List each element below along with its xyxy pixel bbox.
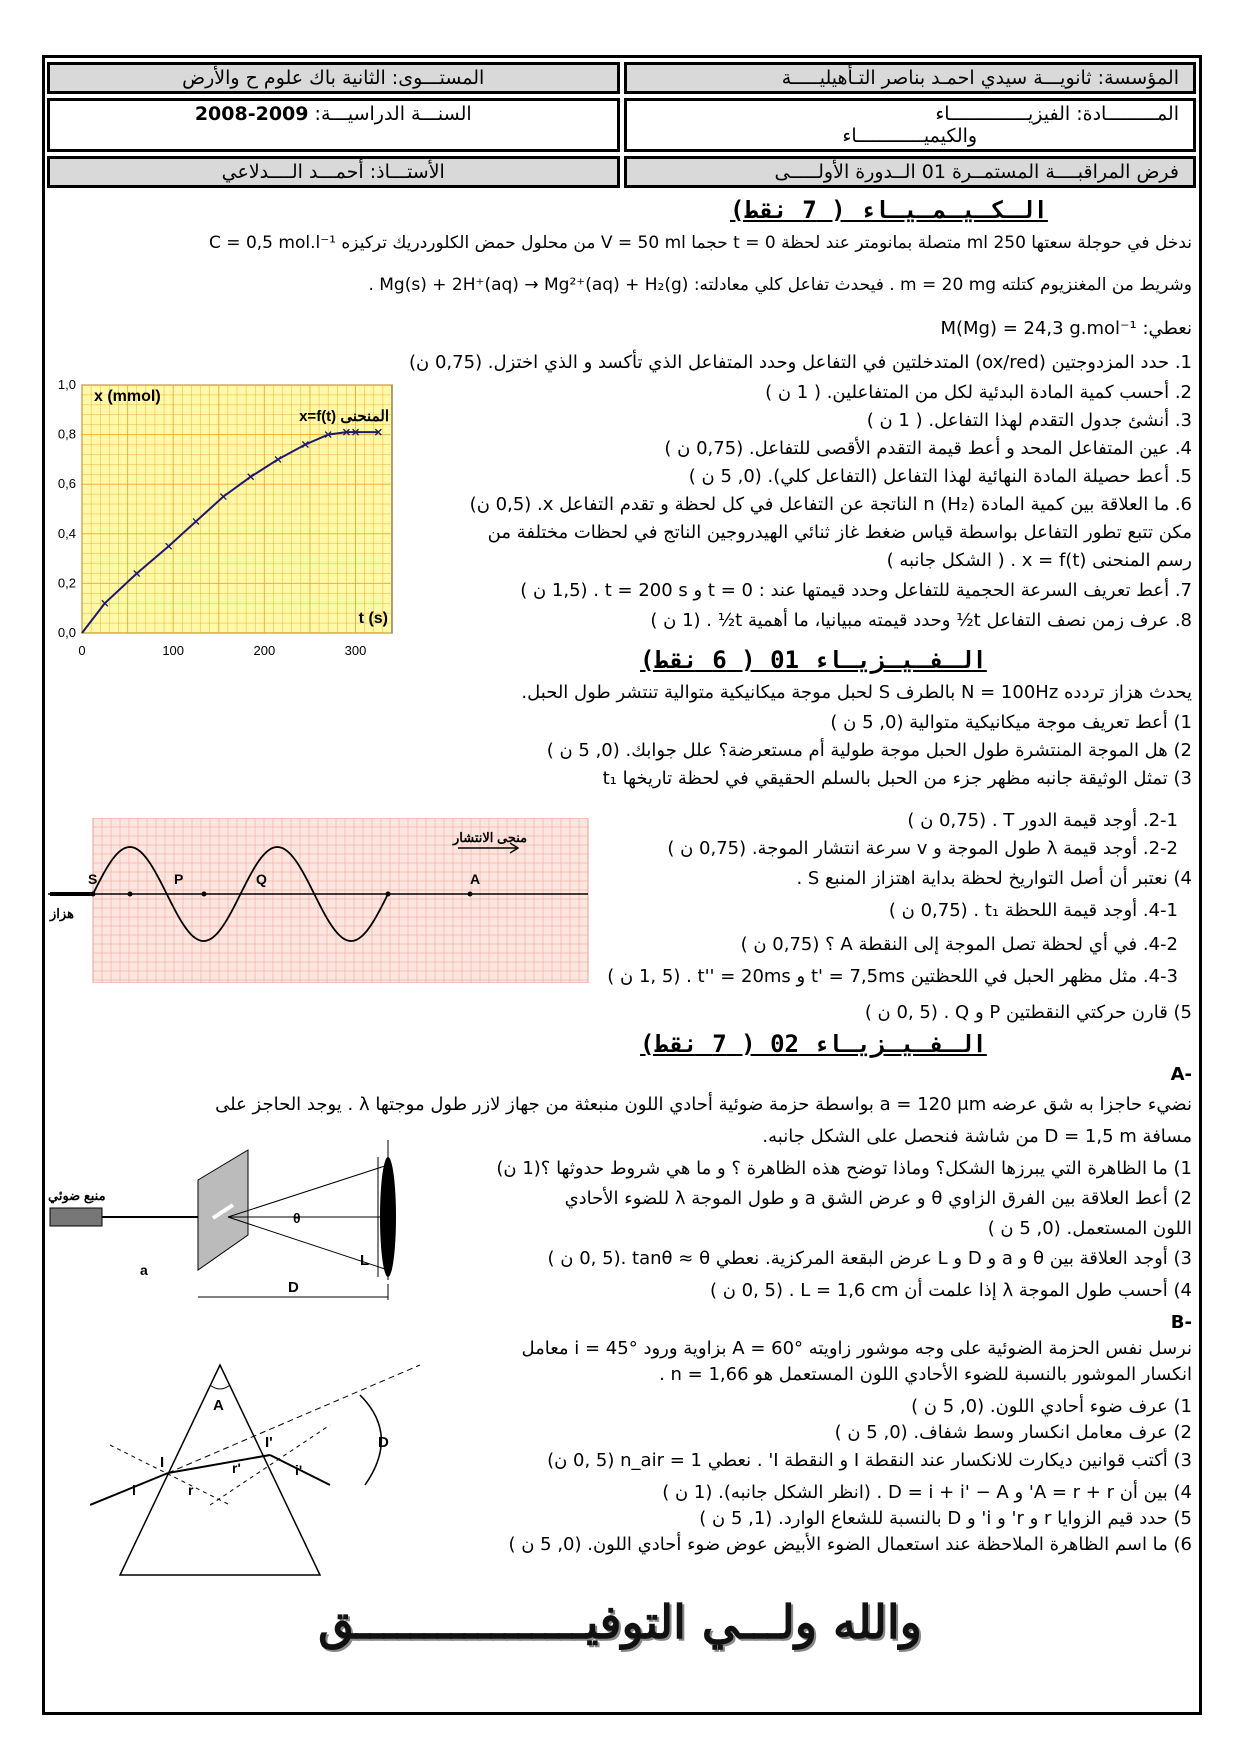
point-I: I bbox=[160, 1454, 165, 1471]
chem-note-2: رسم المنحنى x = f(t) . ( الشكل جانبه ) bbox=[886, 550, 1192, 571]
phy1-q43: 4-3. مثل مظهر الحبل في اللحظتين t' = 7,5ms و t'' = 20ms . (1, 5 ن ) bbox=[607, 966, 1178, 987]
wave-point-label: A bbox=[470, 871, 481, 887]
physics2-title: الـفـيـزيـاء 02 ( 7 نقط) bbox=[640, 1030, 987, 1058]
prism-figure bbox=[90, 1355, 450, 1585]
phy1-q2: 2) هل الموجة المنتشرة طول الحبل موجة طولية أم مستعرضة؟ علل جوابك. (0, 5 ن ) bbox=[546, 740, 1192, 761]
phy1-q3: 3) تمثل الوثيقة جانبه مظهر جزء من الحبل بالسلم الحقيقي في لحظة تاريخها t₁ bbox=[602, 768, 1192, 789]
phy1-q4: 4) نعتبر أن أصل التواريخ لحظة بداية اهتزاز المنبع S . bbox=[796, 868, 1192, 889]
chart-x-tick: 100 bbox=[162, 643, 185, 658]
year-cell bbox=[47, 98, 620, 152]
refracted-ray bbox=[168, 1455, 270, 1473]
physics2-introA-2: مسافة D = 1,5 m من شاشة فنحصل على الشكل جانبه. bbox=[762, 1126, 1192, 1147]
wave-point-label: S bbox=[88, 871, 98, 887]
theta-label: θ bbox=[293, 1210, 301, 1226]
teacher-cell: الأستـــاذ: أحمـــد الــــدلاعي bbox=[47, 156, 620, 188]
wave-point-dot bbox=[468, 892, 473, 897]
chemistry-intro-2: وشريط من المغنزيوم كتلته m = 20 mg . فيحدث تفاعل كلي معادلته: Mg(s) + 2H⁺(aq) → Mg²⁺(aq) + H₂(g) . bbox=[368, 275, 1192, 295]
phy1-q41: 4-1. أوجد قيمة اللحظة t₁ . (0,75 ن ) bbox=[888, 900, 1178, 921]
a-label: a bbox=[140, 1262, 148, 1278]
chart-y-label: x (mmol) bbox=[94, 388, 161, 405]
physics2-introA-1: نضيء حاجزا به شق عرضه a = 120 μm بواسطة حزمة ضوئية أحادي اللون منبعثة من جهاز لازر طول موجتها λ . يوجد الحاجز على bbox=[215, 1094, 1192, 1115]
physics2-introB-2: انكسار الموشور بالنسبة للضوء الأحادي اللون المستعمل هو n = 1,66 . bbox=[659, 1364, 1192, 1385]
physics2-partB: -B bbox=[1170, 1312, 1192, 1333]
phy2-a-q2b: اللون المستعمل. (0, 5 ن ) bbox=[987, 1218, 1192, 1239]
L-label: L bbox=[360, 1252, 370, 1269]
physics2-introB-1: نرسل نفس الحزمة الضوئية على وجه موشور زاويته A = 60° بزاوية ورود i = 45° معامل bbox=[521, 1338, 1192, 1359]
chart-y-tick: 0,8 bbox=[57, 426, 76, 442]
chart-y-tick: 0,0 bbox=[57, 625, 76, 640]
wave-point-label: Q bbox=[256, 871, 267, 887]
angle-r: r bbox=[188, 1482, 194, 1498]
angle-i: i bbox=[132, 1482, 136, 1498]
phy2-a-q4: 4) أحسب طول الموجة λ إذا علمت أن L = 1,6 cm . (0, 5 ن ) bbox=[709, 1280, 1192, 1301]
apex-angle-arc bbox=[210, 1385, 230, 1389]
laser-source bbox=[50, 1208, 102, 1226]
phy2-b-q1: 1) عرف ضوء أحادي اللون. (0, 5 ن ) bbox=[911, 1396, 1192, 1417]
angle-r2: r' bbox=[232, 1460, 241, 1476]
chem-note-1: مكن تتبع تطور التفاعل بواسطة قياس ضغط غاز ثنائي الهيدروجين الناتج في لحظات مختلفة من bbox=[487, 522, 1192, 543]
phy2-b-q3: 3) أكتب قوانين ديكارت للانكسار عند النقطة I و النقطة I' . نعطي n_air = 1 (0, 5 ن) bbox=[547, 1450, 1192, 1471]
chart-y-tick: 0,2 bbox=[57, 575, 76, 591]
institution-cell: المؤسسة: ثانويـــة سيدي احمـد بناصر التـأهيليـــــة bbox=[624, 62, 1197, 94]
closing-text: والله ولـــي التوفيـــــــــــــــــق bbox=[318, 1595, 922, 1649]
chem-q4: 4. عين المتفاعل المحد و أعط قيمة التقدم الأقصى للتفاعل. (0,75 ن ) bbox=[664, 438, 1192, 459]
point-I2: I' bbox=[265, 1434, 273, 1451]
header-table bbox=[45, 60, 1198, 190]
apex-label: A bbox=[213, 1397, 224, 1414]
phy2-a-q3: 3) أوجد العلاقة بين θ و a و D و L عرض البقعة المركزية. نعطي tanθ ≈ θ .(0, 5 ن ) bbox=[547, 1248, 1192, 1269]
chem-q3: 3. أنشئ جدول التقدم لهذا التفاعل. ( 1 ن ) bbox=[866, 410, 1192, 431]
chart-y-tick: 0,6 bbox=[57, 476, 76, 492]
chemistry-title: الـكـيـمـيـاء ( 7 نقط) bbox=[730, 196, 1048, 224]
chem-q2: 2. أحسب كمية المادة البدئية لكل من المتفاعلين. ( 1 ن ) bbox=[765, 382, 1192, 403]
chem-q8: 8. عرف زمن نصف التفاعل t½ وحدد قيمته مبيانيا، ما أهمية t½ . (1 ن ) bbox=[650, 610, 1192, 631]
chart-x-tick: 200 bbox=[253, 643, 276, 658]
subject-line-1: المـــــــــادة: الفيزيــــــــــــــاء bbox=[935, 103, 1179, 125]
chart-y-tick: 0,4 bbox=[57, 525, 76, 541]
chart-y-tick: 1,0 bbox=[57, 377, 76, 392]
phy2-a-q1: 1) ما الظاهرة التي يبرزها الشكل؟ وماذا توضح هذه الظاهرة ؟ و ما هي شروط حدوثها ؟(1 ن) bbox=[496, 1158, 1192, 1179]
slit-figure bbox=[48, 1140, 448, 1310]
chart-x-tick: 300 bbox=[344, 643, 367, 658]
phy2-b-q4: 4) بين أن A = r + r' و D = i + i' − A . (انظر الشكل جانبه). (1 ن ) bbox=[662, 1482, 1192, 1503]
physics2-partA: -A bbox=[1170, 1064, 1192, 1085]
D-label: D bbox=[288, 1279, 299, 1296]
extended-incident bbox=[168, 1365, 420, 1473]
exam-cell: فرض المراقبــــة المستمــرة 01 الــدورة الأولـــــى bbox=[624, 156, 1197, 188]
subject-cell bbox=[624, 98, 1197, 152]
year-label: السنـــة الدراسيـــة: bbox=[314, 103, 472, 125]
chart-x-tick: 0 bbox=[78, 643, 86, 658]
source-label: منبع ضوئي bbox=[48, 1188, 106, 1203]
deviation-label: D bbox=[378, 1434, 389, 1451]
wave-point-dot bbox=[91, 892, 96, 897]
wave-point-dot bbox=[386, 892, 391, 897]
wave-point-dot bbox=[202, 892, 207, 897]
phy2-b-q2: 2) عرف معامل انكسار وسط شفاف. (0, 5 ن ) bbox=[834, 1422, 1192, 1443]
phy1-q5: 5) قارن حركتي النقطتين P و Q . (0, 5 ن ) bbox=[864, 1002, 1192, 1023]
normal-I bbox=[110, 1445, 230, 1505]
chemistry-given: نعطي: M(Mg) = 24,3 g.mol⁻¹ bbox=[940, 318, 1192, 339]
phy1-q1: 1) أعط تعريف موجة ميكانيكية متوالية (0, 5 ن ) bbox=[830, 712, 1192, 733]
wave-point-dot bbox=[128, 892, 133, 897]
physics1-intro: يحدث هزاز تردده N = 100Hz بالطرف S لحبل موجة ميكانيكية متوالية تنتشر طول الحبل. bbox=[521, 682, 1192, 703]
phy2-a-q2: 2) أعط العلاقة بين الفرق الزاوي θ و عرض الشق a و طول الموجة λ للضوء الأحادي bbox=[564, 1188, 1192, 1209]
phy1-q22: 2-2. أوجد قيمة λ طول الموجة و v سرعة انتشار الموجة. (0,75 ن ) bbox=[667, 838, 1178, 859]
phy2-b-q5: 5) حدد قيم الزوايا r و r' و i' و D بالنسبة للشعاع الوارد. (1, 5 ن ) bbox=[699, 1508, 1192, 1529]
vibrator-label: هزاز bbox=[50, 906, 74, 921]
subject-line-2: والكيميــــــــــــاء bbox=[842, 125, 978, 147]
angle-i2: i' bbox=[295, 1462, 303, 1478]
wave-figure bbox=[48, 818, 593, 983]
wave-point-label: P bbox=[174, 871, 184, 887]
phy2-b-q6: 6) ما اسم الظاهرة الملاحظة عند استعمال الضوء الأبيض عوض ضوء أحادي اللون. (0, 5 ن ) bbox=[508, 1534, 1192, 1555]
chem-q7: 7. أعط تعريف السرعة الحجمية للتفاعل وحدد قيمتها عند : t = 0 و t = 200 s . (1,5 ن ) bbox=[520, 580, 1192, 601]
chart-title: x=f(t) المنحنى bbox=[299, 408, 389, 425]
chart-x-label: t (s) bbox=[358, 610, 388, 627]
year-value: 2009-2008 bbox=[194, 103, 309, 125]
chem-q1: 1. حدد المزدوجتين (ox/red) المتدخلتين في التفاعل وحدد المتفاعل الذي تأكسد و الذي اختزل. (0,75 ن) bbox=[409, 352, 1192, 373]
chemistry-intro-1: ندخل في حوجلة سعتها 250 ml متصلة بمانومتر عند لحظة t = 0 حجما V = 50 ml من محلول حمض الكلوردريك تركيزه C = 0,5 mol.l⁻¹ bbox=[209, 233, 1192, 253]
diffracted-ray-top bbox=[228, 1165, 388, 1217]
level-cell: المستـــوى: الثانية باك علوم ح والأرض bbox=[47, 62, 620, 94]
xt-chart bbox=[40, 375, 410, 675]
chem-q6: 6. ما العلاقة بين كمية المادة n (H₂) الناتجة عن التفاعل في كل لحظة و تقدم التفاعل x. (0,5 ن) bbox=[469, 494, 1192, 515]
physics1-title: الـفـيـزيـاء 01 ( 6 نقط) bbox=[640, 646, 987, 674]
phy1-q21: 2-1. أوجد قيمة الدور T . (0,75 ن ) bbox=[907, 810, 1178, 831]
propagation-label: منحى الانتشار bbox=[453, 830, 528, 845]
chem-q5: 5. أعط حصيلة المادة النهائية لهذا التفاعل (التفاعل كلي). (0, 5 ن ) bbox=[688, 466, 1192, 487]
phy1-q42: 4-2. في أي لحظة تصل الموجة إلى النقطة A ؟ (0,75 ن ) bbox=[740, 934, 1178, 955]
